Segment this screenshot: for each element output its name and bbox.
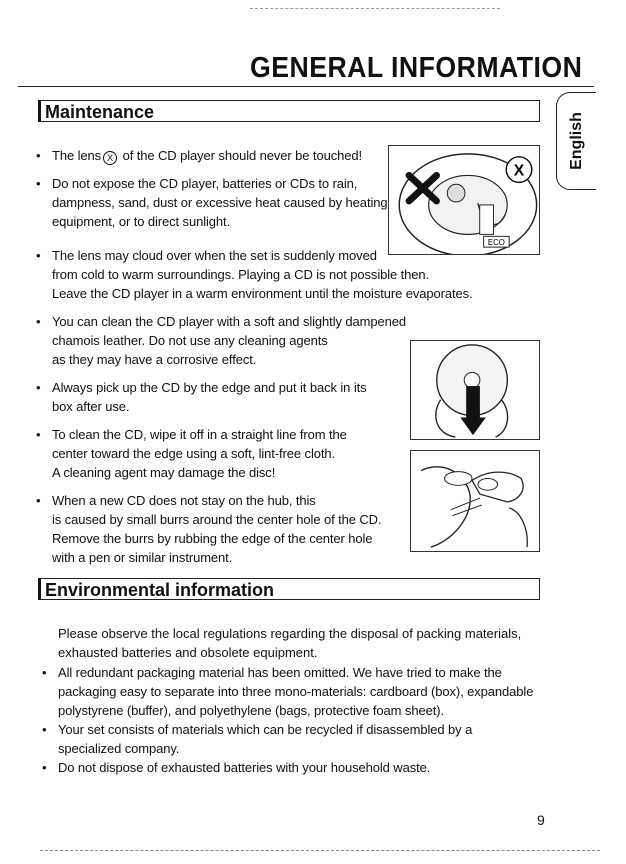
cd-cleaning-illustration xyxy=(410,450,540,552)
list-item: • The lens X of the CD player should never be touched! xyxy=(30,146,415,165)
list-item: • To clean the CD, wipe it off in a straight line from the center toward the edge using a soft, lint-free cloth. A cleaning agent may damage the disc! xyxy=(30,425,425,482)
list-item: • Do not dispose of exhausted batteries with your household waste. xyxy=(36,758,606,777)
lens-icon: X xyxy=(103,151,117,165)
environment-intro: Please observe the local regulations regarding the disposal of packing materials, exhausted batteries and obsolete equipment. xyxy=(58,626,522,660)
lens-badge: X xyxy=(513,162,525,180)
language-tab-label: English xyxy=(567,112,585,170)
lens-illustration xyxy=(388,145,540,255)
title-rule xyxy=(18,86,594,87)
page-number: 9 xyxy=(537,812,545,828)
environment-list xyxy=(36,663,606,777)
page-title: GENERAL INFORMATION xyxy=(250,52,583,84)
top-scan-marks xyxy=(250,8,500,9)
cd-handling-illustration xyxy=(410,340,540,440)
environment-heading: Environmental information xyxy=(38,578,540,600)
maintenance-list-top xyxy=(30,146,415,240)
language-tab xyxy=(556,92,596,190)
maintenance-list-bottom xyxy=(30,312,425,576)
eco-logo: ECO xyxy=(487,238,505,248)
maintenance-list-wide xyxy=(30,246,590,312)
list-item: • You can clean the CD player with a soft and slightly dampened chamois leather. Do not use any cleaning agents as they may have a corrosive effect. xyxy=(30,312,425,369)
list-item: • All redundant packaging material has been omitted. We have tried to make the packaging easy to separate into three mono-materials: cardboard (box), expandable polystyrene (buffer), and polyethylene (bags, protective foam sheet). xyxy=(36,663,606,720)
list-item: • Always pick up the CD by the edge and put it back in its box after use. xyxy=(30,378,425,416)
bottom-scan-marks xyxy=(40,850,600,851)
list-item: • Your set consists of materials which can be recycled if disassembled by a specialized company. xyxy=(36,720,606,758)
list-item: • Do not expose the CD player, batteries or CDs to rain, dampness, sand, dust or excessive heat caused by heating equipment, or to direct sunlight. xyxy=(30,174,415,231)
list-item: • When a new CD does not stay on the hub, this is caused by small burrs around the center hole of the CD. Remove the burrs by rubbing the edge of the center hole with a pen or similar instrument. xyxy=(30,491,425,567)
maintenance-heading: Maintenance xyxy=(38,100,540,122)
list-item: • The lens may cloud over when the set is suddenly moved from cold to warm surroundings. Playing a CD is not possible then. Leave the CD player in a warm environment until the moisture evaporates. xyxy=(30,246,590,303)
